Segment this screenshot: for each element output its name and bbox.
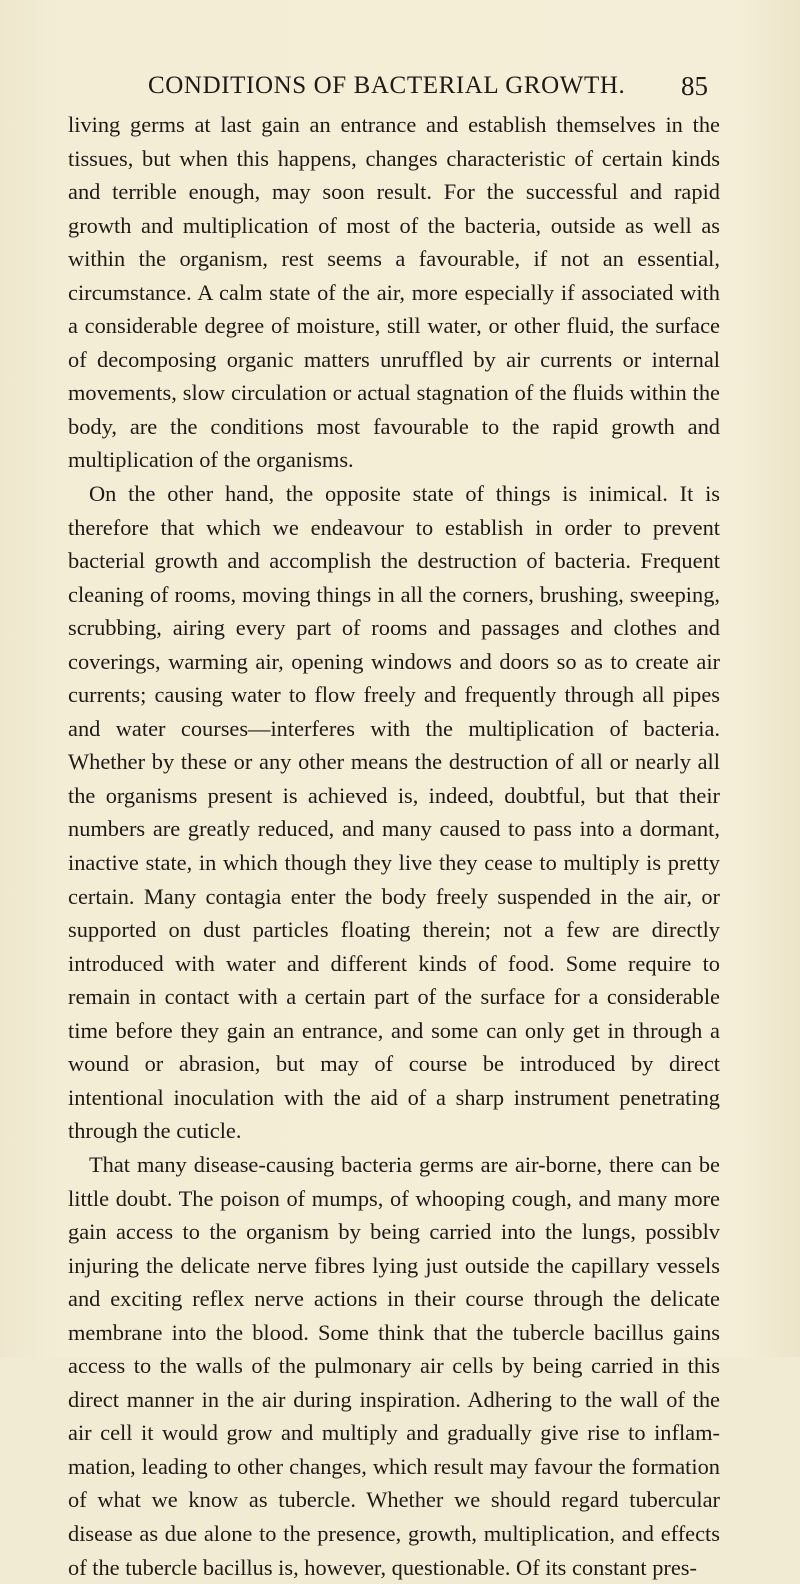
page-number: 85 (681, 71, 708, 101)
paragraph-1: living germs at last gain an entrance and establish themselves in the tissues, but when this happens, changes characteristic of certain kinds and terrible enough, may soon result. For the successful and rapid growth and multiplication of most of the bacteria, outside as well as within the organism, rest seems a favourable, if not an essential, circumstance. A calm state of the air, more especially if associated with a considerable degree of moisture, still water, or other fluid, the surface of decomposing organic matters unruffled by air currents or internal movements, slow circulation or actual stagnation of the fluids within the body, are the conditions most favourable to the rapid growth and multiplication of the organisms. (68, 112, 720, 473)
running-title: CONDITIONS OF BACTERIAL GROWTH. (148, 72, 626, 99)
page-header (148, 66, 708, 106)
paragraph-3: That many disease-causing bacteria germs are air-borne, there can be little doubt. The poison of mumps, of whooping cough, and many more gain access to the organism by being carried into the lungs, possiblv injuring the delicate nerve fibres lying just outside the capillary vessels and exciting reflex nerve actions in their course through the delicate membrane into the blood. Some think that the tubercle bacillus gains access to the walls of the pulmonary air cells by being carried in this direct manner in the air during inspiration. Adhering to the wall of the air cell it would grow and multiply and gradually give rise to inflammation, leading to other changes, which result may favour the formation of what we know as tubercle. Whether we should regard tubercular disease as due alone to the presence, growth, multiplication, and effects of the tubercle bacillus is, however, questionable. Of its constant pres- (68, 1151, 720, 1580)
body-text (68, 108, 720, 1584)
paragraph-2: On the other hand, the opposite state of things is inimical. It is therefore that which we endeavour to establish in order to prevent bacterial growth and accomplish the destruction of bacteria. Frequent cleaning of rooms, moving things in all the corners, brushing, sweeping, scrubbing, airing every part of rooms and passages and clothes and coverings, warming air, opening windows and doors so as to create air currents; causing water to flow freely and frequently through all pipes and water courses—interferes with the multiplication of bacteria. Whether by these or any other means the destruction of all or nearly all the organisms present is achieved is, indeed, doubtful, but that their numbers are greatly reduced, and many caused to pass into a dormant, inactive state, in which though they live they cease to multiply is pretty certain. Many contagia enter the body freely suspended in the air, or supported on dust particles floating therein; not a few are directly introduced with water and different kinds of food. Some require to remain in contact with a certain part of the surface for a considerable time before they gain an entrance, and some can only get in through a wound or abrasion, but may of course be introduced by direct intentional inoculation with the aid of a sharp instrument penetrating through the cuticle. (68, 481, 720, 1144)
